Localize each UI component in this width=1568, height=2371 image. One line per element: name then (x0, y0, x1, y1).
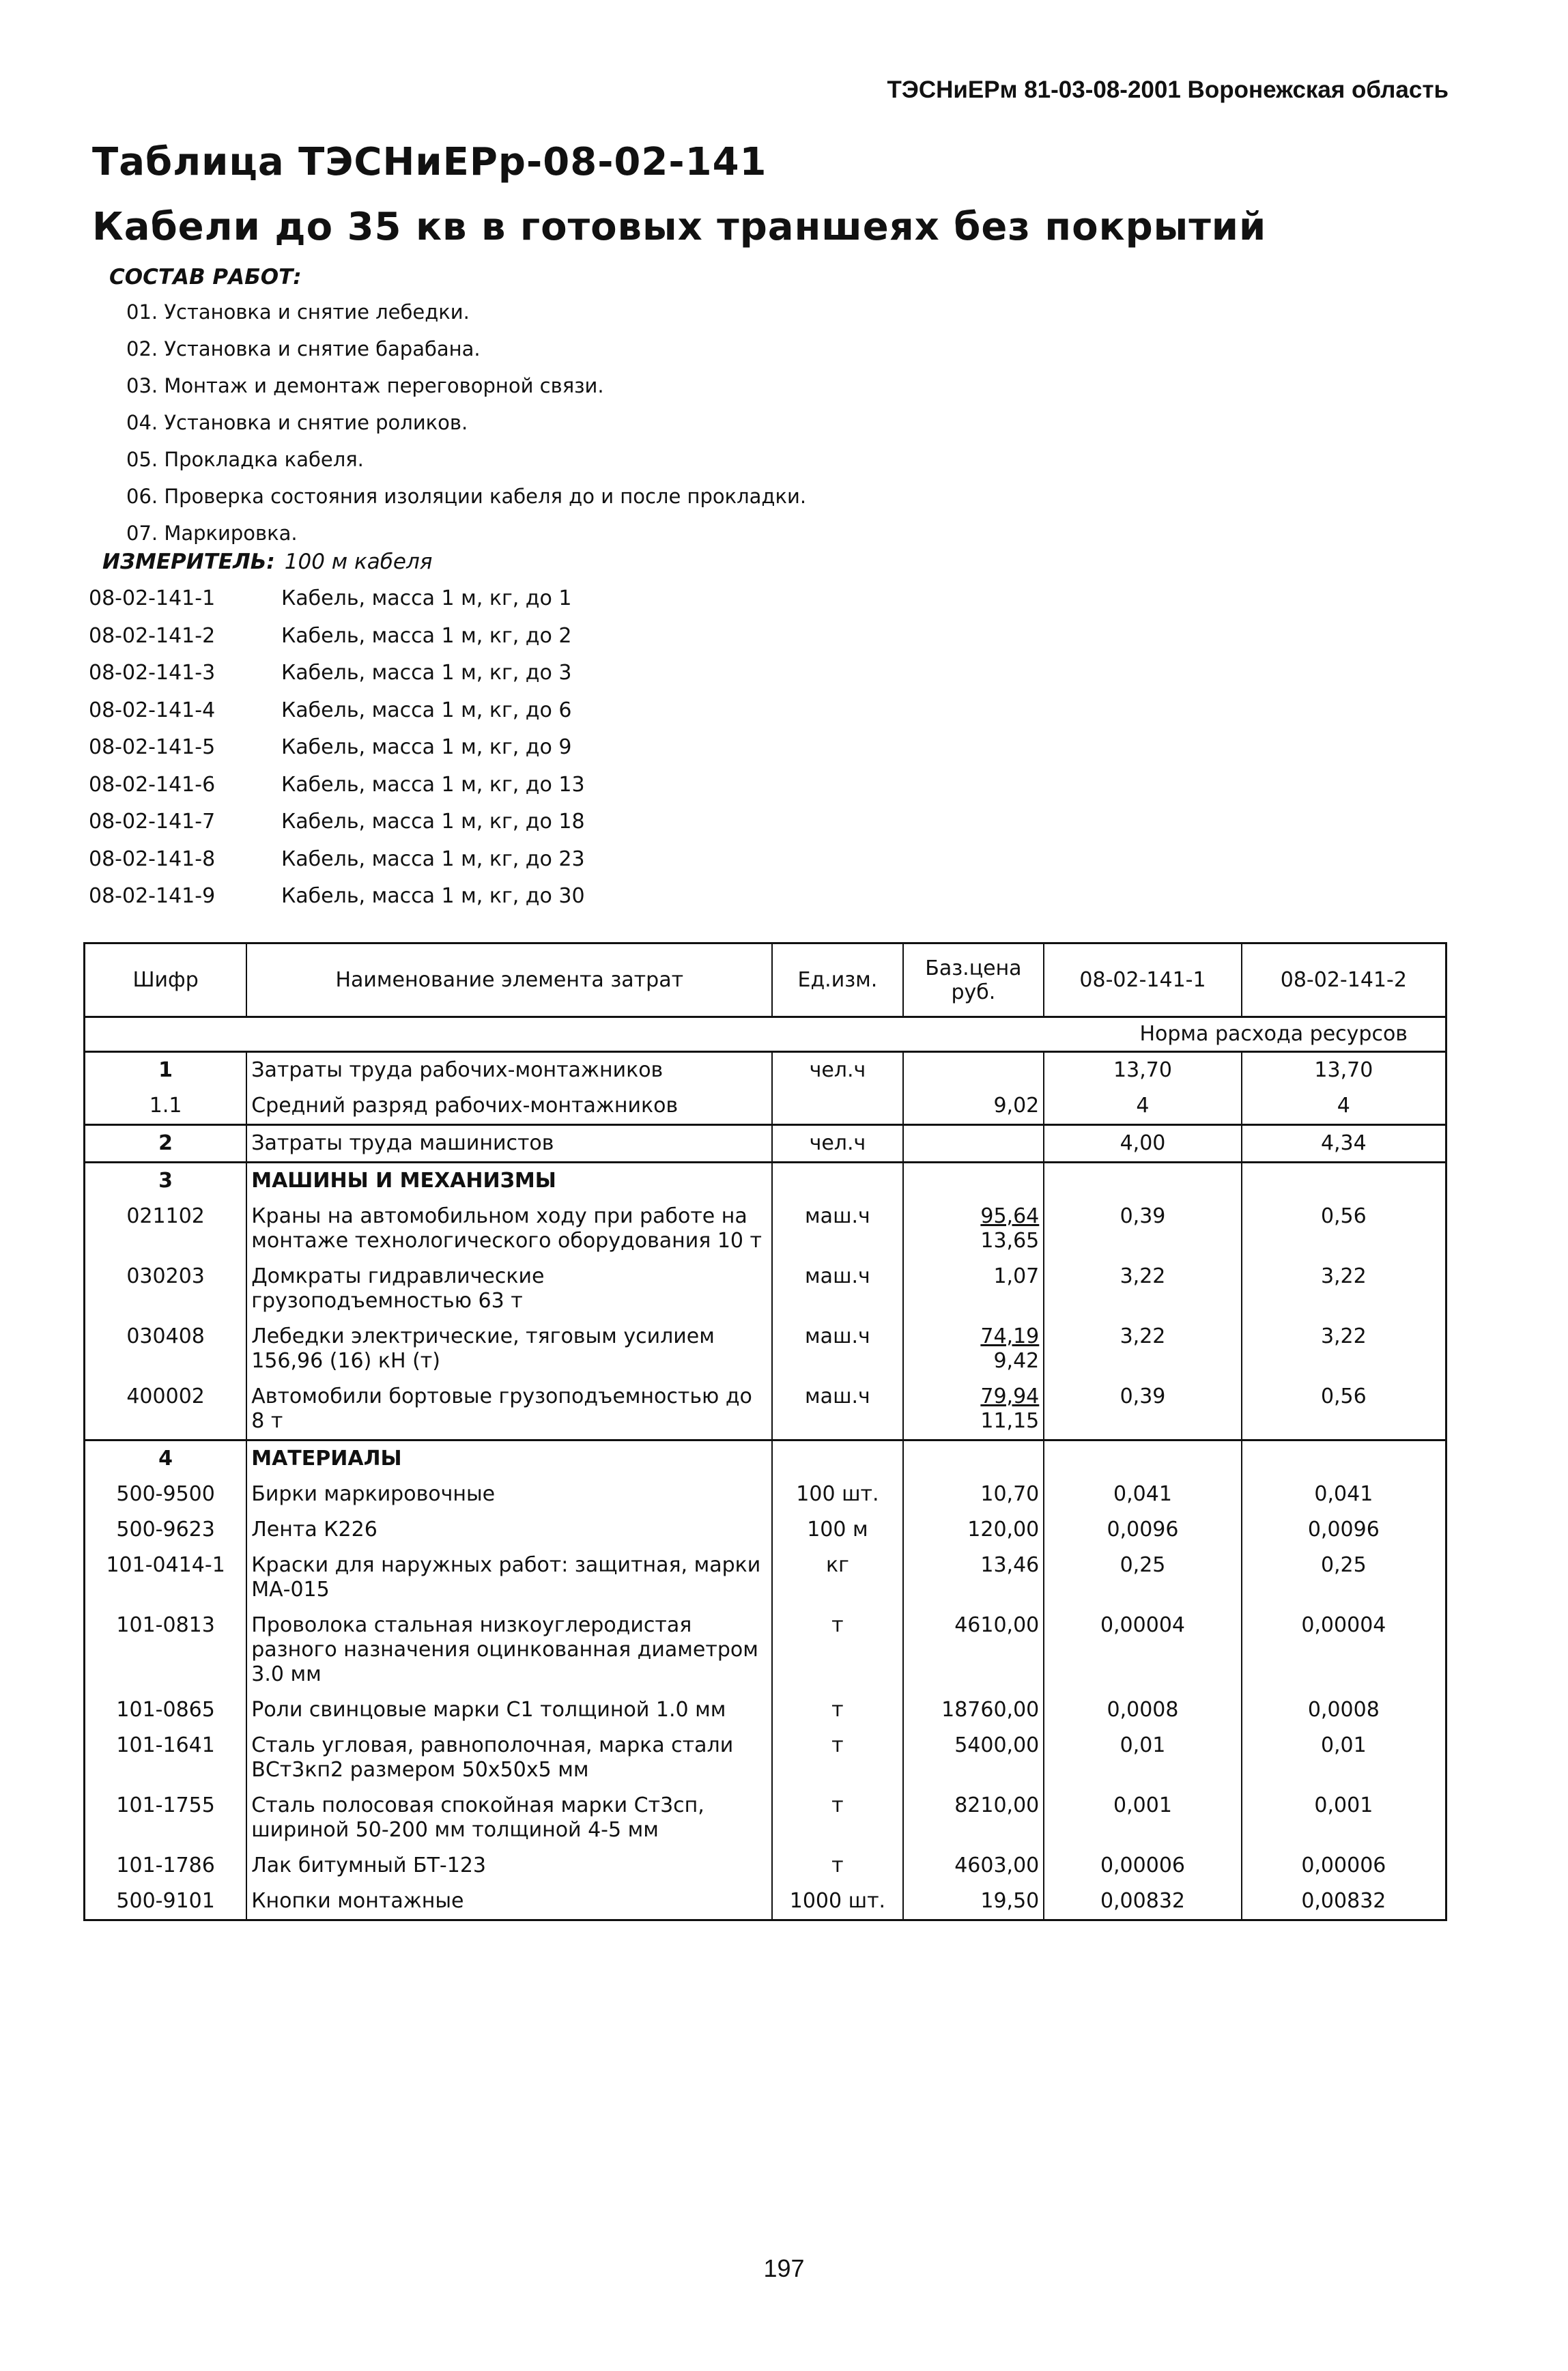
row-name: Краны на автомобильном ходу при работе на монтаже технологического оборудования 10 т (246, 1199, 772, 1259)
row-price (903, 1088, 1044, 1125)
row-value-2: 0,56 (1242, 1379, 1446, 1440)
row-unit: т (772, 1728, 902, 1788)
table-row (85, 1440, 1446, 1477)
code-desc: Кабель, масса 1 м, кг, до 13 (281, 772, 585, 797)
code-id: 08-02-141-5 (89, 735, 216, 759)
row-code: 021102 (126, 1204, 205, 1228)
row-value-2: 0,00006 (1242, 1848, 1446, 1884)
row-unit: маш.ч (772, 1379, 902, 1440)
row-value-2 (1242, 1440, 1446, 1477)
row-price (903, 1379, 1044, 1440)
row-price (903, 1199, 1044, 1259)
work-item: 05. Прокладка кабеля. (126, 448, 364, 471)
row-name: Проволока стальная низкоуглеродистая разного назначения оцинкованная диаметром 3.0 мм (246, 1608, 772, 1692)
row-price (903, 1319, 1044, 1379)
price-value: 79,94 (980, 1385, 1040, 1408)
row-unit: т (772, 1788, 902, 1848)
header-price: Баз.цена руб. (903, 943, 1044, 1017)
row-unit: т (772, 1608, 902, 1692)
row-price (903, 1728, 1044, 1788)
row-code: 3 (85, 1163, 247, 1199)
code-desc: Кабель, масса 1 м, кг, до 1 (281, 586, 572, 610)
table-title: Таблица ТЭСНиЕРр-08-02-141 (92, 140, 767, 184)
table-row (85, 1259, 1446, 1319)
row-unit: маш.ч (772, 1259, 902, 1319)
code-row (89, 878, 585, 915)
row-unit: маш.ч (772, 1199, 902, 1259)
row-unit (772, 1088, 902, 1125)
works-list (126, 294, 806, 552)
row-name: Бирки маркировочные (246, 1477, 772, 1512)
price-value: 120,00 (967, 1518, 1040, 1542)
row-name: Сталь угловая, равнополочная, марка стали ВСт3кп2 размером 50х50х5 мм (246, 1728, 772, 1788)
work-item: 06. Проверка состояния изоляции кабеля до и после прокладки. (126, 485, 807, 508)
table-body (85, 1017, 1446, 1920)
header-code: Шифр (85, 943, 247, 1017)
code-row (89, 767, 585, 804)
row-value-2: 0,00004 (1242, 1608, 1446, 1692)
row-value-1 (1044, 1163, 1241, 1199)
table-row (85, 1088, 1446, 1125)
norm-row (85, 1017, 1446, 1052)
header-v1: 08-02-141-1 (1044, 943, 1241, 1017)
row-value-2: 0,25 (1242, 1548, 1446, 1608)
works-label: СОСТАВ РАБОТ: (109, 265, 302, 289)
code-desc: Кабель, масса 1 м, кг, до 18 (281, 810, 585, 834)
row-price (903, 1692, 1044, 1728)
code-id: 08-02-141-3 (89, 661, 216, 685)
row-price (903, 1512, 1044, 1548)
row-price (903, 1440, 1044, 1477)
row-code: 500-9500 (116, 1482, 215, 1506)
row-code: 400002 (126, 1385, 205, 1408)
work-item: 04. Установка и снятие роликов. (126, 411, 468, 434)
meter-value: 100 м кабеля (284, 550, 433, 574)
page-number: 197 (763, 2254, 805, 2282)
code-row (89, 729, 585, 767)
code-id: 08-02-141-7 (89, 810, 216, 834)
row-unit: маш.ч (772, 1319, 902, 1379)
row-price (903, 1608, 1044, 1692)
row-value-2: 4,34 (1242, 1125, 1446, 1163)
code-row (89, 655, 585, 692)
row-name: Домкраты гидравлические грузоподъемностью 63 т (246, 1259, 772, 1319)
meter-label: ИЗМЕРИТЕЛЬ: (102, 550, 275, 574)
row-value-2 (1242, 1163, 1446, 1199)
row-name: МАШИНЫ И МЕХАНИЗМЫ (246, 1163, 772, 1199)
code-desc: Кабель, масса 1 м, кг, до 3 (281, 661, 572, 685)
row-value-1: 0,0096 (1044, 1512, 1241, 1548)
running-head: ТЭСНиЕРм 81-03-08-2001 Воронежская область (887, 76, 1449, 103)
row-value-1 (1044, 1440, 1241, 1477)
row-unit: 1000 шт. (772, 1884, 902, 1920)
row-price (903, 1163, 1044, 1199)
table-header-row (85, 943, 1446, 1017)
row-value-2: 3,22 (1242, 1319, 1446, 1379)
row-unit (772, 1440, 902, 1477)
table-row (85, 1477, 1446, 1512)
row-value-2: 3,22 (1242, 1259, 1446, 1319)
code-id: 08-02-141-6 (89, 772, 216, 797)
table-row (85, 1379, 1446, 1440)
table-row (85, 1728, 1446, 1788)
row-price (903, 1477, 1044, 1512)
row-unit: чел.ч (772, 1052, 902, 1089)
row-code: 101-0813 (116, 1613, 215, 1637)
row-value-1: 4,00 (1044, 1125, 1241, 1163)
row-price (903, 1848, 1044, 1884)
row-unit: чел.ч (772, 1125, 902, 1163)
row-value-2: 0,56 (1242, 1199, 1446, 1259)
row-name: Затраты труда рабочих-монтажников (246, 1052, 772, 1089)
code-desc: Кабель, масса 1 м, кг, до 30 (281, 884, 585, 908)
row-value-2: 0,00832 (1242, 1884, 1446, 1920)
row-value-2: 4 (1242, 1088, 1446, 1125)
row-unit: т (772, 1692, 902, 1728)
row-value-1: 0,041 (1044, 1477, 1241, 1512)
header-name: Наименование элемента затрат (246, 943, 772, 1017)
row-value-1: 0,39 (1044, 1379, 1241, 1440)
row-value-1: 0,00006 (1044, 1848, 1241, 1884)
row-name: Автомобили бортовые грузоподъемностью до 8 т (246, 1379, 772, 1440)
price-value: 13,46 (980, 1553, 1040, 1577)
code-id: 08-02-141-8 (89, 847, 216, 871)
work-item: 02. Установка и снятие барабана. (126, 337, 481, 360)
price-value: 5400,00 (954, 1733, 1040, 1757)
row-code: 2 (85, 1125, 247, 1163)
row-price (903, 1788, 1044, 1848)
resource-table (83, 942, 1447, 1921)
price-wage-value: 11,15 (980, 1409, 1040, 1433)
row-code: 030203 (126, 1264, 205, 1288)
row-value-2: 0,0096 (1242, 1512, 1446, 1548)
row-name: МАТЕРИАЛЫ (246, 1440, 772, 1477)
table-row (85, 1608, 1446, 1692)
row-unit: кг (772, 1548, 902, 1608)
row-name: Краски для наружных работ: защитная, марки МА-015 (246, 1548, 772, 1608)
row-name: Лента К226 (246, 1512, 772, 1548)
row-value-2: 0,01 (1242, 1728, 1446, 1788)
price-value: 18760,00 (941, 1698, 1040, 1722)
row-price (903, 1548, 1044, 1608)
row-value-2: 0,001 (1242, 1788, 1446, 1848)
row-code: 1.1 (149, 1094, 182, 1118)
header-v2: 08-02-141-2 (1242, 943, 1446, 1017)
row-value-1: 0,00832 (1044, 1884, 1241, 1920)
table-row (85, 1884, 1446, 1920)
work-item: 03. Монтаж и демонтаж переговорной связи. (126, 374, 604, 397)
row-code: 101-0414-1 (106, 1553, 225, 1577)
row-value-2: 0,0008 (1242, 1692, 1446, 1728)
row-name: Лак битумный БТ-123 (246, 1848, 772, 1884)
table-row (85, 1548, 1446, 1608)
row-code: 500-9101 (116, 1889, 215, 1913)
row-price (903, 1052, 1044, 1089)
code-row (89, 618, 585, 655)
table-row (85, 1163, 1446, 1199)
table-row (85, 1512, 1446, 1548)
price-value: 95,64 (980, 1204, 1040, 1228)
code-desc: Кабель, масса 1 м, кг, до 6 (281, 698, 572, 722)
table-row (85, 1125, 1446, 1163)
row-code: 101-1641 (116, 1733, 215, 1757)
row-name: Сталь полосовая спокойная марки Ст3сп, шириной 50-200 мм толщиной 4-5 мм (246, 1788, 772, 1848)
row-value-1: 0,0008 (1044, 1692, 1241, 1728)
code-id: 08-02-141-1 (89, 586, 216, 610)
meter-line (102, 550, 432, 574)
price-value: 1,07 (993, 1264, 1040, 1288)
code-row (89, 580, 585, 618)
price-value: 74,19 (980, 1324, 1040, 1348)
code-list (89, 580, 585, 915)
row-unit: 100 м (772, 1512, 902, 1548)
row-value-1: 3,22 (1044, 1319, 1241, 1379)
row-code: 101-1786 (116, 1854, 215, 1877)
table-subtitle: Кабели до 35 кв в готовых траншеях без покрытий (92, 205, 1267, 249)
row-price (903, 1884, 1044, 1920)
row-name: Средний разряд рабочих-монтажников (246, 1088, 772, 1125)
table-row (85, 1052, 1446, 1089)
code-desc: Кабель, масса 1 м, кг, до 2 (281, 623, 572, 648)
row-unit (772, 1163, 902, 1199)
price-value: 19,50 (980, 1889, 1040, 1913)
row-value-2: 0,041 (1242, 1477, 1446, 1512)
table-row (85, 1788, 1446, 1848)
row-value-1: 0,39 (1044, 1199, 1241, 1259)
row-value-1: 4 (1044, 1088, 1241, 1125)
price-wage-value: 9,42 (993, 1349, 1040, 1373)
price-wage-value: 13,65 (980, 1229, 1040, 1253)
price-value: 9,02 (993, 1094, 1040, 1118)
row-value-1: 0,01 (1044, 1728, 1241, 1788)
row-price (903, 1125, 1044, 1163)
work-item: 07. Маркировка. (126, 522, 298, 545)
header-unit: Ед.изм. (772, 943, 902, 1017)
row-code: 030408 (126, 1324, 205, 1348)
table-row (85, 1692, 1446, 1728)
row-value-1: 0,25 (1044, 1548, 1241, 1608)
price-value: 4610,00 (954, 1613, 1040, 1637)
price-value: 4603,00 (954, 1854, 1040, 1877)
row-name: Кнопки монтажные (246, 1884, 772, 1920)
price-value: 10,70 (980, 1482, 1040, 1506)
table-row (85, 1848, 1446, 1884)
code-row (89, 692, 585, 730)
code-id: 08-02-141-9 (89, 884, 216, 908)
row-value-2: 13,70 (1242, 1052, 1446, 1089)
row-value-1: 13,70 (1044, 1052, 1241, 1089)
row-code: 101-1755 (116, 1793, 215, 1817)
row-value-1: 0,001 (1044, 1788, 1241, 1848)
work-item: 01. Установка и снятие лебедки. (126, 300, 470, 324)
price-value: 8210,00 (954, 1793, 1040, 1817)
row-name: Лебедки электрические, тяговым усилием 156,96 (16) кН (т) (246, 1319, 772, 1379)
row-code: 101-0865 (116, 1698, 215, 1722)
code-id: 08-02-141-4 (89, 698, 216, 722)
row-unit: 100 шт. (772, 1477, 902, 1512)
table-row (85, 1319, 1446, 1379)
row-price (903, 1259, 1044, 1319)
row-name: Затраты труда машинистов (246, 1125, 772, 1163)
row-code: 4 (85, 1440, 247, 1477)
row-code: 500-9623 (116, 1518, 215, 1542)
row-code: 1 (158, 1058, 173, 1082)
code-row (89, 804, 585, 841)
row-value-1: 3,22 (1044, 1259, 1241, 1319)
table-row (85, 1199, 1446, 1259)
code-id: 08-02-141-2 (89, 623, 216, 648)
row-unit: т (772, 1848, 902, 1884)
code-desc: Кабель, масса 1 м, кг, до 9 (281, 735, 572, 759)
code-desc: Кабель, масса 1 м, кг, до 23 (281, 847, 585, 871)
norm-label: Норма расхода ресурсов (85, 1017, 1446, 1052)
code-row (89, 841, 585, 879)
row-value-1: 0,00004 (1044, 1608, 1241, 1692)
row-name: Роли свинцовые марки С1 толщиной 1.0 мм (246, 1692, 772, 1728)
